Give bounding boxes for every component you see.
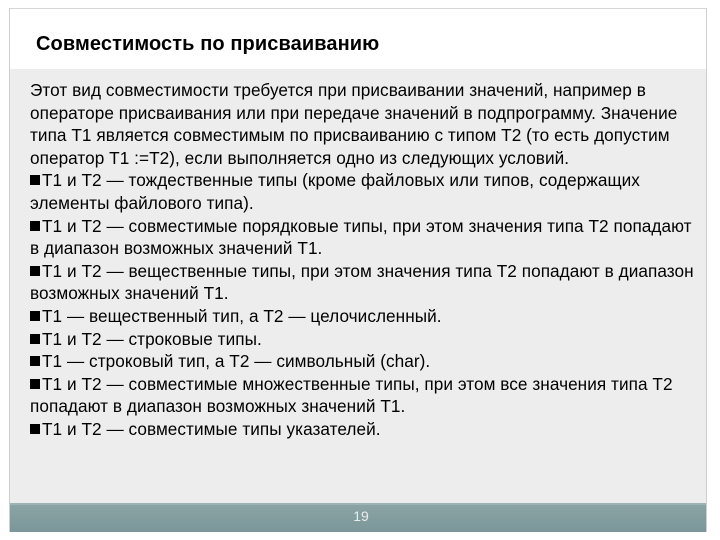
square-bullet-icon bbox=[30, 266, 40, 276]
condition-text: Т1 — вещественный тип, а Т2 — целочисленный. bbox=[42, 305, 442, 326]
condition-text: Т1 и Т2 — вещественные типы, при этом значения типа Т2 попадают в диапазон возможных значений Т1. bbox=[30, 260, 694, 304]
title-bar bbox=[10, 9, 706, 69]
square-bullet-icon bbox=[30, 175, 40, 185]
condition-item bbox=[30, 350, 700, 373]
footer-bar bbox=[10, 503, 706, 532]
page-number: 19 bbox=[353, 508, 369, 524]
intro-paragraph: Этот вид совместимости требуется при присваивании значений, например в операторе присваивания или при передаче значений в подпрограмму. Значение типа Т1 является совместимым по присваиванию с типом Т2 (то есть допустим оператор Т1 :=Т2), если выполняется одно из следующих условий. bbox=[30, 80, 678, 168]
condition-text: Т1 и Т2 — совместимые типы указателей. bbox=[42, 418, 381, 439]
condition-item bbox=[30, 305, 700, 328]
slide bbox=[9, 8, 707, 532]
slide-title: Совместимость по присваиванию bbox=[36, 33, 380, 55]
condition-text: Т1 и Т2 — совместимые порядковые типы, при этом значения типа Т2 попадают в диапазон возможных значений Т1. bbox=[30, 215, 692, 259]
condition-text: Т1 — строковый тип, а Т2 — символьный (char). bbox=[42, 351, 431, 372]
condition-text: Т1 и Т2 — строковые типы. bbox=[42, 328, 262, 349]
square-bullet-icon bbox=[30, 334, 40, 344]
condition-item bbox=[30, 418, 700, 441]
condition-item bbox=[30, 373, 700, 418]
square-bullet-icon bbox=[30, 311, 40, 321]
square-bullet-icon bbox=[30, 221, 40, 231]
square-bullet-icon bbox=[30, 356, 40, 366]
square-bullet-icon bbox=[30, 379, 40, 389]
condition-item bbox=[30, 260, 700, 305]
condition-text: Т1 и Т2 — тождественные типы (кроме файловых или типов, содержащих элементы файлового типа). bbox=[30, 170, 640, 213]
slide-body bbox=[30, 79, 700, 441]
condition-item bbox=[30, 169, 700, 214]
condition-item bbox=[30, 215, 700, 260]
condition-text: Т1 и Т2 — совместимые множественные типы, при этом все значения типа Т2 попадают в диапазон возможных значений Т1. bbox=[30, 373, 673, 417]
condition-item bbox=[30, 328, 700, 351]
square-bullet-icon bbox=[30, 424, 40, 434]
